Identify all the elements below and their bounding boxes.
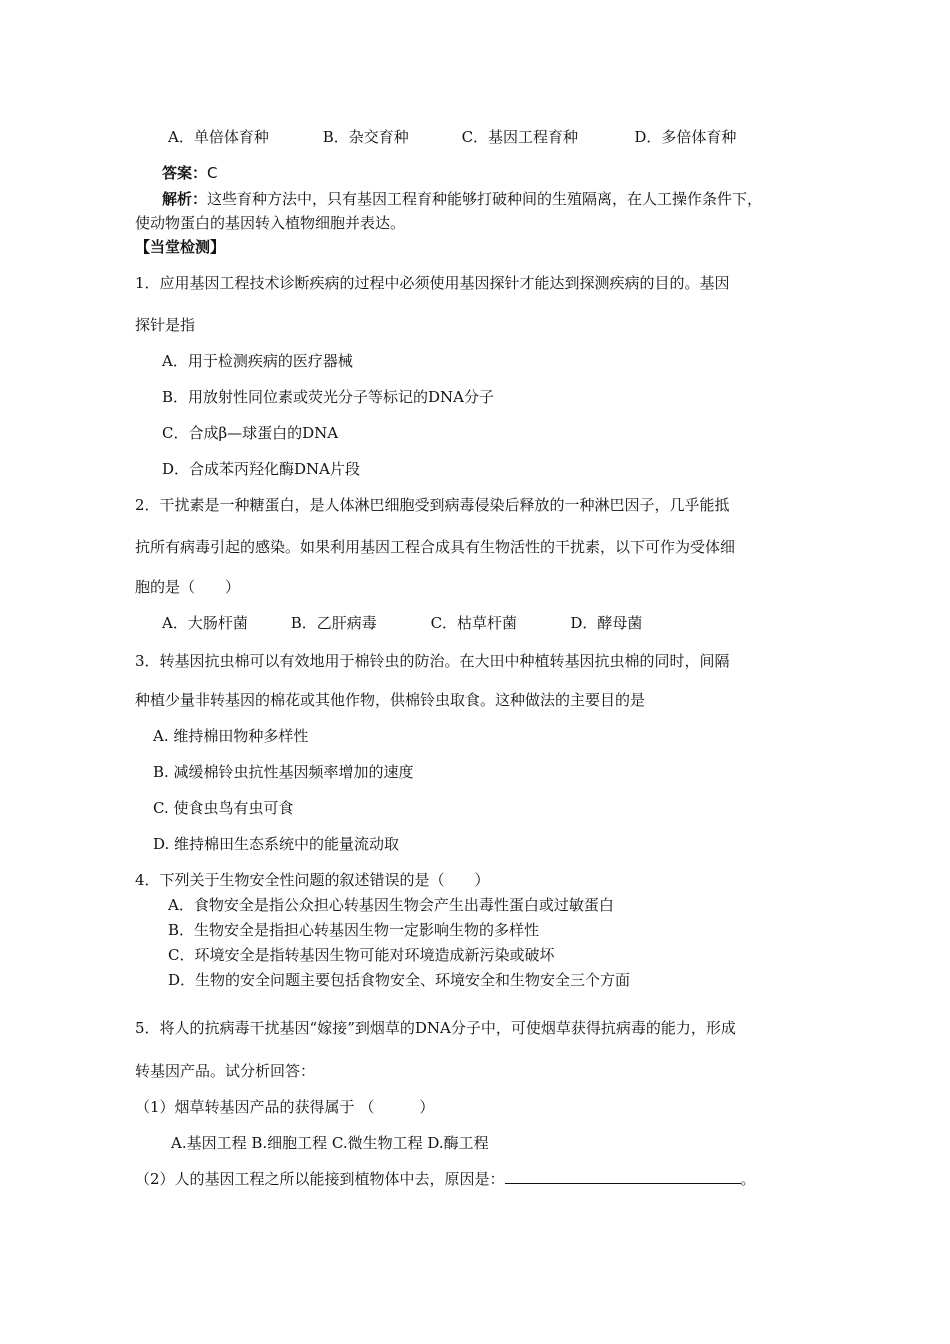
q4-option-d: D．生物的安全问题主要包括食物安全、环境安全和生物安全三个方面 bbox=[168, 971, 631, 989]
prev-option-b: B．杂交育种 bbox=[322, 128, 409, 146]
q5-sub-question-2-end: 。 bbox=[740, 1170, 756, 1188]
q5-sub-question-2-text: （2）人的基因工程之所以能接到植物体中去，原因是： bbox=[135, 1170, 505, 1188]
answer-value: C bbox=[207, 164, 218, 182]
q4-option-a: A．食物安全是指公众担心转基因生物会产生出毒性蛋白或过敏蛋白 bbox=[168, 896, 614, 914]
q2-options-row bbox=[162, 613, 642, 633]
q3-option-c: C. 使食虫鸟有虫可食 bbox=[153, 799, 294, 817]
prev-option-a: A．单倍体育种 bbox=[168, 128, 269, 146]
q5-sub-question-1: （1）烟草转基因产品的获得属于 （ ） bbox=[135, 1098, 435, 1116]
q3-stem-line-2: 种植少量非转基因的棉花或其他作物，供棉铃虫取食。这种做法的主要目的是 bbox=[135, 691, 646, 709]
analysis-line-1 bbox=[162, 189, 762, 209]
q1-option-b: B．用放射性同位素或荧光分子等标记的DNA分子 bbox=[162, 388, 495, 406]
answer-line bbox=[162, 163, 218, 183]
q2-stem-line-2: 抗所有病毒引起的感染。如果利用基因工程合成具有生物活性的干扰素，以下可作为受体细 bbox=[135, 538, 736, 556]
q5-stem-line-2: 转基因产品。试分析回答： bbox=[135, 1062, 316, 1080]
prev-options-row bbox=[168, 127, 736, 147]
q1-option-a: A．用于检测疾病的医疗器械 bbox=[162, 352, 353, 370]
q2-stem-line-1: 2．干扰素是一种糖蛋白，是人体淋巴细胞受到病毒侵染后释放的一种淋巴因子，几乎能抵 bbox=[135, 496, 730, 514]
prev-option-d: D．多倍体育种 bbox=[634, 128, 737, 146]
q4-option-b: B．生物安全是指担心转基因生物一定影响生物的多样性 bbox=[168, 921, 540, 939]
q2-option-d: D．酵母菌 bbox=[570, 614, 643, 632]
prev-option-c: C．基因工程育种 bbox=[461, 128, 579, 146]
analysis-line-2: 使动物蛋白的基因转入植物细胞并表达。 bbox=[135, 214, 406, 232]
q4-option-c: C．环境安全是指转基因生物可能对环境造成新污染或破坏 bbox=[168, 946, 555, 964]
answer-label: 答案： bbox=[162, 164, 208, 182]
q2-option-b: B．乙肝病毒 bbox=[290, 614, 377, 632]
q1-stem-line-1: 1．应用基因工程技术诊断疾病的过程中必须使用基因探针才能达到探测疾病的目的。基因 bbox=[135, 274, 730, 292]
q1-option-d: D．合成苯丙羟化酶DNA片段 bbox=[162, 460, 361, 478]
q1-stem-line-2: 探针是指 bbox=[135, 316, 196, 334]
q2-stem-line-3: 胞的是（ ） bbox=[135, 578, 241, 596]
q2-option-c: C．枯草杆菌 bbox=[430, 614, 518, 632]
q3-option-b: B. 减缓棉铃虫抗性基因频率增加的速度 bbox=[153, 763, 414, 781]
q3-option-d: D. 维持棉田生态系统中的能量流动取 bbox=[153, 835, 400, 853]
answer-blank[interactable] bbox=[505, 1169, 741, 1184]
q3-stem-line-1: 3．转基因抗虫棉可以有效地用于棉铃虫的防治。在大田中种植转基因抗虫棉的同时，间隔 bbox=[135, 652, 730, 670]
q5-sub-question-2 bbox=[135, 1169, 756, 1189]
analysis-label: 解析： bbox=[162, 190, 208, 208]
q4-stem: 4．下列关于生物安全性问题的叙述错误的是（ ） bbox=[135, 871, 490, 889]
section-title: 【当堂检测】 bbox=[135, 238, 226, 256]
q1-option-c: C．合成β—球蛋白的DNA bbox=[162, 424, 339, 442]
q5-stem-line-1: 5．将人的抗病毒干扰基因“嫁接”到烟草的DNA分子中，可使烟草获得抗病毒的能力，形成 bbox=[135, 1019, 736, 1037]
q3-option-a: A. 维持棉田物种多样性 bbox=[153, 727, 309, 745]
q5-sub-question-1-options: A.基因工程 B.细胞工程 C.微生物工程 D.酶工程 bbox=[171, 1134, 489, 1152]
q2-option-a: A．大肠杆菌 bbox=[162, 614, 248, 632]
analysis-text-1: 这些育种方法中，只有基因工程育种能够打破种间的生殖隔离，在人工操作条件下， bbox=[207, 190, 763, 208]
